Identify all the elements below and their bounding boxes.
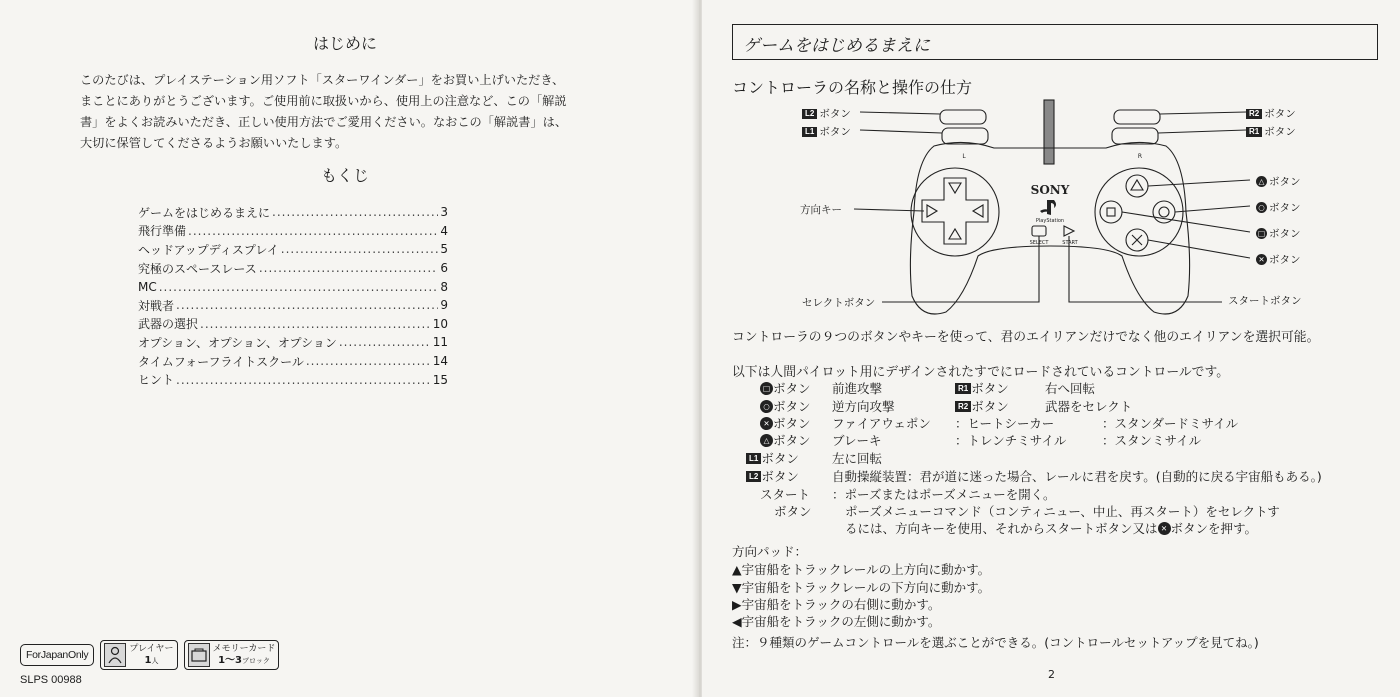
- section-title: コントローラの名称と操作の仕方: [732, 78, 973, 97]
- toc-entry-title: 対戦者: [138, 298, 175, 313]
- l1-action: 左に回転: [832, 451, 883, 466]
- toc-row: [138, 333, 448, 352]
- triangle-action: ブレーキ: [832, 433, 882, 448]
- cross-label: ✕ ボタン: [1256, 252, 1301, 267]
- r2-label: R2 ボタン: [1246, 106, 1296, 121]
- r2-tag: R2: [1246, 109, 1262, 119]
- circle-action: 逆方向攻撃: [832, 399, 895, 414]
- start-control: スタート: [760, 487, 811, 502]
- toc-entry-title: ゲームをはじめるまえに: [138, 205, 271, 220]
- player-count: 1: [144, 654, 152, 666]
- intro-line: 大切に保管してくださるようお願いいたします。: [80, 136, 348, 150]
- select-label: セレクトボタン: [802, 297, 876, 309]
- toc-leader: [200, 317, 431, 331]
- toc-title: もくじ: [320, 166, 369, 185]
- controller-diagram: [702, 0, 1400, 330]
- toc-leader: [272, 205, 438, 219]
- playstation-logo-icon: [1040, 200, 1056, 215]
- page-header: ゲームをはじめるまえに: [743, 36, 930, 56]
- r1-action: 右へ回転: [1045, 381, 1096, 396]
- dpad-line: ▲宇宙船をトラックレールの上方向に動かす。: [732, 562, 991, 577]
- l2-control: L2 ボタン: [746, 467, 799, 485]
- l-text: L: [962, 153, 966, 160]
- start-label: スタートボタン: [1228, 295, 1302, 307]
- toc-row: [138, 296, 448, 315]
- l1-tag: L1: [802, 127, 817, 137]
- toc-entry-page: 8: [440, 279, 448, 294]
- intro-paragraph: [80, 70, 620, 154]
- controller-brand: SONY: [1030, 183, 1070, 197]
- memory-card-label: メモリーカード: [212, 643, 276, 654]
- cross-control: ✕ ボタン: [760, 414, 811, 432]
- toc-leader: [159, 280, 439, 294]
- l2-tag: L2: [802, 109, 817, 119]
- dpad-line: ◀宇宙船をトラックの左側に動かす。: [732, 614, 941, 629]
- start-button-shape: [1064, 226, 1074, 236]
- triangle-label: △ ボタン: [1256, 174, 1301, 189]
- l2-action: 自動操縦装置：君が道に迷った場合、レールに君を戻す。(自動的に戻る宇宙船もある。): [832, 469, 1322, 484]
- r1-tag: R1: [1246, 127, 1262, 137]
- toc-leader: [176, 373, 431, 387]
- toc-entry-page: 3: [440, 205, 448, 220]
- right-pad-circle: [1095, 168, 1183, 256]
- player-text: [129, 644, 173, 667]
- table-of-contents: [138, 203, 448, 389]
- l1-control: L1 ボタン: [746, 449, 799, 467]
- triangle-control: △ ボタン: [760, 431, 811, 449]
- toc-row: [138, 259, 448, 278]
- l2-tag: L2: [746, 471, 761, 482]
- select-text: SELECT: [1029, 240, 1049, 246]
- circle-label: ○ ボタン: [1256, 200, 1301, 215]
- left-pad-circle: [911, 168, 999, 256]
- start-text: START: [1062, 240, 1078, 246]
- intro-line: 書」をよくお読みいただき、正しい使用方法でご愛用ください。なおこの「解説書」は、: [80, 115, 568, 129]
- toc-entry-title: オプション、オプション、オプション: [138, 335, 337, 350]
- toc-leader: [188, 224, 438, 238]
- intro-line: このたびは、プレイステーション用ソフト「スターワインダー」をお買い上げいただき、: [80, 73, 565, 87]
- r1-control: R1 ボタン: [955, 379, 1009, 397]
- toc-entry-page: 14: [432, 354, 448, 369]
- r2-control: R2 ボタン: [955, 397, 1009, 415]
- player-icon: [104, 643, 126, 667]
- for-japan-only-badge: ForJapanOnly: [20, 644, 94, 666]
- note: 注：９種類のゲームコントロールを選ぶことができる。(コントロールセットアップを見てね。): [732, 635, 1259, 650]
- start-button-text: ボタン: [774, 504, 812, 519]
- r2-tag: R2: [955, 401, 971, 412]
- r2-shoulder: [1114, 110, 1160, 124]
- page-number: 2: [1048, 668, 1055, 681]
- toc-row: [138, 315, 448, 334]
- circle-control: ○ ボタン: [760, 397, 811, 415]
- circle-icon: ○: [760, 400, 773, 413]
- circle-icon: ○: [1256, 202, 1267, 213]
- heat-seeker: ：ヒートシーカー: [955, 416, 1055, 431]
- dpad-up-arrow: [949, 183, 961, 193]
- cross-icon: ✕: [760, 417, 773, 430]
- toc-leader: [306, 354, 431, 368]
- toc-row: [138, 352, 448, 371]
- select-button-shape: [1032, 226, 1046, 236]
- dpad-left-arrow: [927, 205, 937, 217]
- toc-leader: [339, 335, 431, 349]
- triangle-button: [1126, 175, 1148, 197]
- toc-row: [138, 370, 448, 389]
- square-icon: □: [760, 382, 773, 395]
- toc-leader: [176, 298, 438, 312]
- product-code: SLPS 00988: [20, 674, 82, 686]
- square-icon: □: [1257, 229, 1266, 238]
- triangle-icon: △: [1256, 176, 1267, 187]
- toc-leader: [281, 242, 439, 256]
- l2-label: L2 ボタン: [802, 106, 851, 121]
- dpad-label: 方向キー: [800, 204, 842, 216]
- toc-entry-title: MC: [138, 279, 157, 294]
- toc-entry-page: 6: [440, 261, 448, 276]
- r1-tag: R1: [955, 383, 971, 394]
- dpad-line: ▶宇宙船をトラックの右側に動かす。: [732, 597, 941, 612]
- controls-intro: 以下は人間パイロット用にデザインされたすでにロードされているコントロールです。: [732, 365, 1230, 380]
- controller-cable: [1044, 100, 1054, 164]
- toc-entry-page: 11: [432, 335, 448, 350]
- dpad-right-arrow: [973, 205, 983, 217]
- player-label: プレイヤー: [129, 643, 174, 654]
- square-symbol: [1107, 208, 1115, 216]
- cross-icon: ✕: [1158, 522, 1171, 535]
- intro-title: はじめに: [312, 34, 377, 53]
- trench-missile: ：トレンチミサイル: [955, 433, 1067, 448]
- toc-entry-title: タイムフォーフライトスクール: [138, 354, 304, 369]
- pause-line-1: ポーズメニューコマンド（コンティニュー、中止、再スタート）をセレクトす: [845, 504, 1280, 519]
- toc-entry-page: 15: [432, 372, 448, 387]
- memory-card-icon: [188, 643, 210, 667]
- start-action: ：ポーズまたはポーズメニューを開く。: [832, 487, 1056, 502]
- right-page: [702, 0, 1400, 697]
- toc-entry-title: ヘッドアップディスプレイ: [138, 242, 279, 257]
- toc-row: [138, 240, 448, 259]
- cross-action: ファイアウェポン: [832, 416, 931, 431]
- pause-line-2: るには、方向キーを使用、それからスタートボタン又は ✕ ボタンを押す。: [845, 521, 1258, 536]
- dpad-line: ▼宇宙船をトラックレールの下方向に動かす。: [732, 580, 991, 595]
- l1-tag: L1: [746, 453, 761, 464]
- toc-entry-page: 5: [440, 242, 448, 257]
- toc-leader: [259, 261, 439, 275]
- toc-entry-page: 10: [432, 316, 448, 331]
- rating-badges: [20, 640, 279, 670]
- r1-shoulder: [1112, 128, 1158, 144]
- toc-row: [138, 203, 448, 222]
- toc-entry-title: 飛行準備: [138, 224, 187, 239]
- controller-description: コントローラの９つのボタンやキーを使って、君のエイリアンだけでなく他のエイリアンを選択可能。: [732, 330, 1320, 345]
- toc-entry-title: 究極のスペースレース: [138, 261, 257, 276]
- toc-row: [138, 222, 448, 241]
- r2-action: 武器をセレクト: [1045, 399, 1133, 414]
- circle-symbol: [1159, 207, 1169, 217]
- memory-card-unit: ブロック: [242, 656, 270, 665]
- triangle-icon: △: [760, 434, 773, 447]
- controller-brand-sub: PlayStation: [1035, 218, 1065, 224]
- dpad-down-arrow: [949, 229, 961, 239]
- left-page: [0, 0, 698, 697]
- toc-entry-title: ヒント: [138, 373, 175, 388]
- toc-entry-page: 9: [440, 298, 448, 313]
- cross-icon: ✕: [1256, 254, 1267, 265]
- toc-entry-page: 4: [440, 223, 448, 238]
- l1-label: L1 ボタン: [802, 124, 851, 139]
- triangle-symbol: [1131, 180, 1143, 190]
- toc-entry-title: 武器の選択: [138, 317, 199, 332]
- dpad: [922, 178, 988, 244]
- l1-shoulder: [942, 128, 988, 144]
- intro-line: まことにありがとうございます。ご使用前に取扱いから、使用上の注意など、この「解説: [80, 94, 567, 108]
- cross-symbol: [1132, 235, 1142, 245]
- standard-missile: ：スタンダードミサイル: [1102, 416, 1239, 431]
- square-action: 前進攻撃: [832, 381, 883, 396]
- square-control: □ ボタン: [760, 379, 811, 397]
- stun-missile: ：スタンミサイル: [1102, 433, 1202, 448]
- memory-card-badge: [184, 640, 280, 670]
- memory-card-text: [213, 644, 276, 667]
- dpad-section-title: 方向パッド：: [732, 544, 808, 559]
- player-badge: [100, 640, 177, 670]
- toc-row: [138, 277, 448, 296]
- memory-card-blocks: 1～3: [218, 654, 242, 666]
- player-unit: 人: [151, 656, 159, 665]
- r-text: R: [1137, 153, 1143, 160]
- r1-label: R1 ボタン: [1246, 124, 1296, 139]
- square-label: □ ボタン: [1257, 228, 1301, 240]
- square-button: [1100, 201, 1122, 223]
- l2-shoulder: [940, 110, 986, 124]
